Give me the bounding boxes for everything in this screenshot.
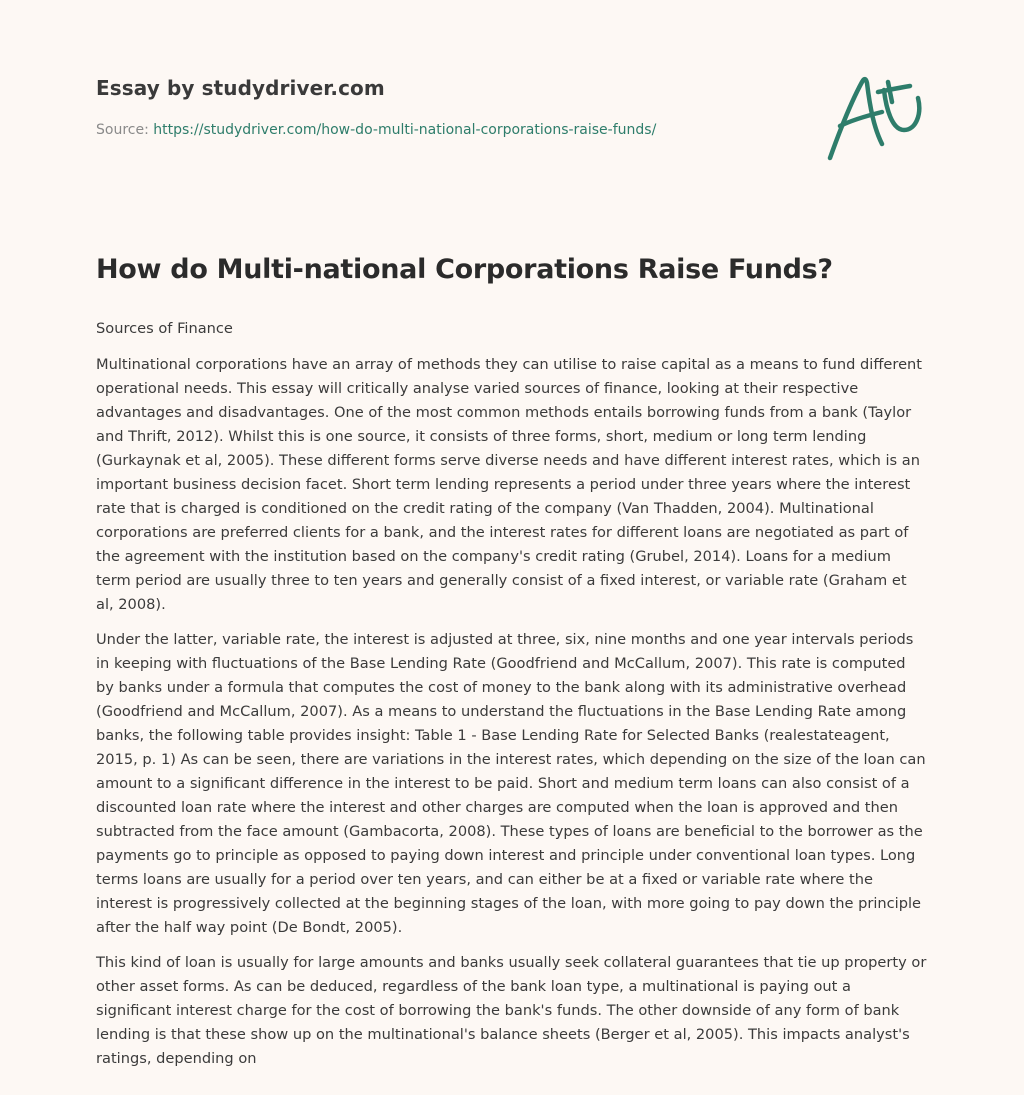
- essay-paragraph: This kind of loan is usually for large amounts and banks usually seek collateral guarantees that tie up property or other asset forms. As can be deduced, regardless of the bank loan type, a multinational is paying out a significant interest charge for the cost of borrowing the bank's funds. The other downside of any form of bank lending is that these show up on the multinational's balance sheets (Berger et al, 2005). This impacts analyst's ratings, depending on: [96, 954, 927, 1067]
- source-label: Source:: [96, 122, 154, 138]
- essay-paragraph: Under the latter, variable rate, the interest is adjusted at three, six, nine months and one year intervals periods in keeping with fluctuations of the Base Lending Rate (Goodfriend and McCallum, 2007). This rate is computed by banks under a formula that computes the cost of money to the bank along with its administrative overhead (Goodfriend and McCallum, 2007). As a means to understand the fluctuations in the Base Lending Rate among banks, the following table provides insight: Table 1 - Base Lending Rate for Selected Banks (realestateagent, 2015, p. 1) As can be seen, there are variations in the interest rates, which depending on the size of the loan can amount to a significant difference in the interest to be paid. Short and medium term loans can also consist of a discounted loan rate where the interest and other charges are computed when the loan is approved and then subtracted from the face amount (Gambacorta, 2008). These types of loans are beneficial to the borrower as the payments go to principle as opposed to paying down interest and principle under conventional loan types. Long terms loans are usually for a period over ten years, and can either be at a fixed or variable rate where the interest is progressively collected at the beginning stages of the loan, with more going to pay down the principle after the half way point (De Bondt, 2005).: [96, 631, 926, 936]
- source-line: [96, 122, 796, 138]
- section-subheading: Sources of Finance: [96, 320, 233, 337]
- essay-title: How do Multi-national Corporations Raise Funds?: [96, 254, 833, 285]
- essay-body: [96, 317, 928, 1082]
- source-link[interactable]: https://studydriver.com/how-do-multi-national-corporations-raise-funds/: [153, 122, 657, 138]
- essay-header: [96, 76, 796, 138]
- site-brand: Essay by studydriver.com: [96, 76, 385, 100]
- a-plus-logo-icon: [822, 68, 926, 164]
- essay-paragraph: Multinational corporations have an array of methods they can utilise to raise capital as a means to fund different operational needs. This essay will critically analyse varied sources of finance, looking at their respective advantages and disadvantages. One of the most common methods entails borrowing funds from a bank (Taylor and Thrift, 2012). Whilst this is one source, it consists of three forms, short, medium or long term lending (Gurkaynak et al, 2005). These different forms serve diverse needs and have different interest rates, which is an important business decision facet. Short term lending represents a period under three years where the interest rate that is charged is conditioned on the credit rating of the company (Van Thadden, 2004). Multinational corporations are preferred clients for a bank, and the interest rates for different loans are negotiated as part of the agreement with the institution based on the company's credit rating (Grubel, 2014). Loans for a medium term period are usually three to ten years and generally consist of a fixed interest, or variable rate (Graham et al, 2008).: [96, 356, 923, 613]
- a-plus-logo-graphic: [822, 68, 926, 164]
